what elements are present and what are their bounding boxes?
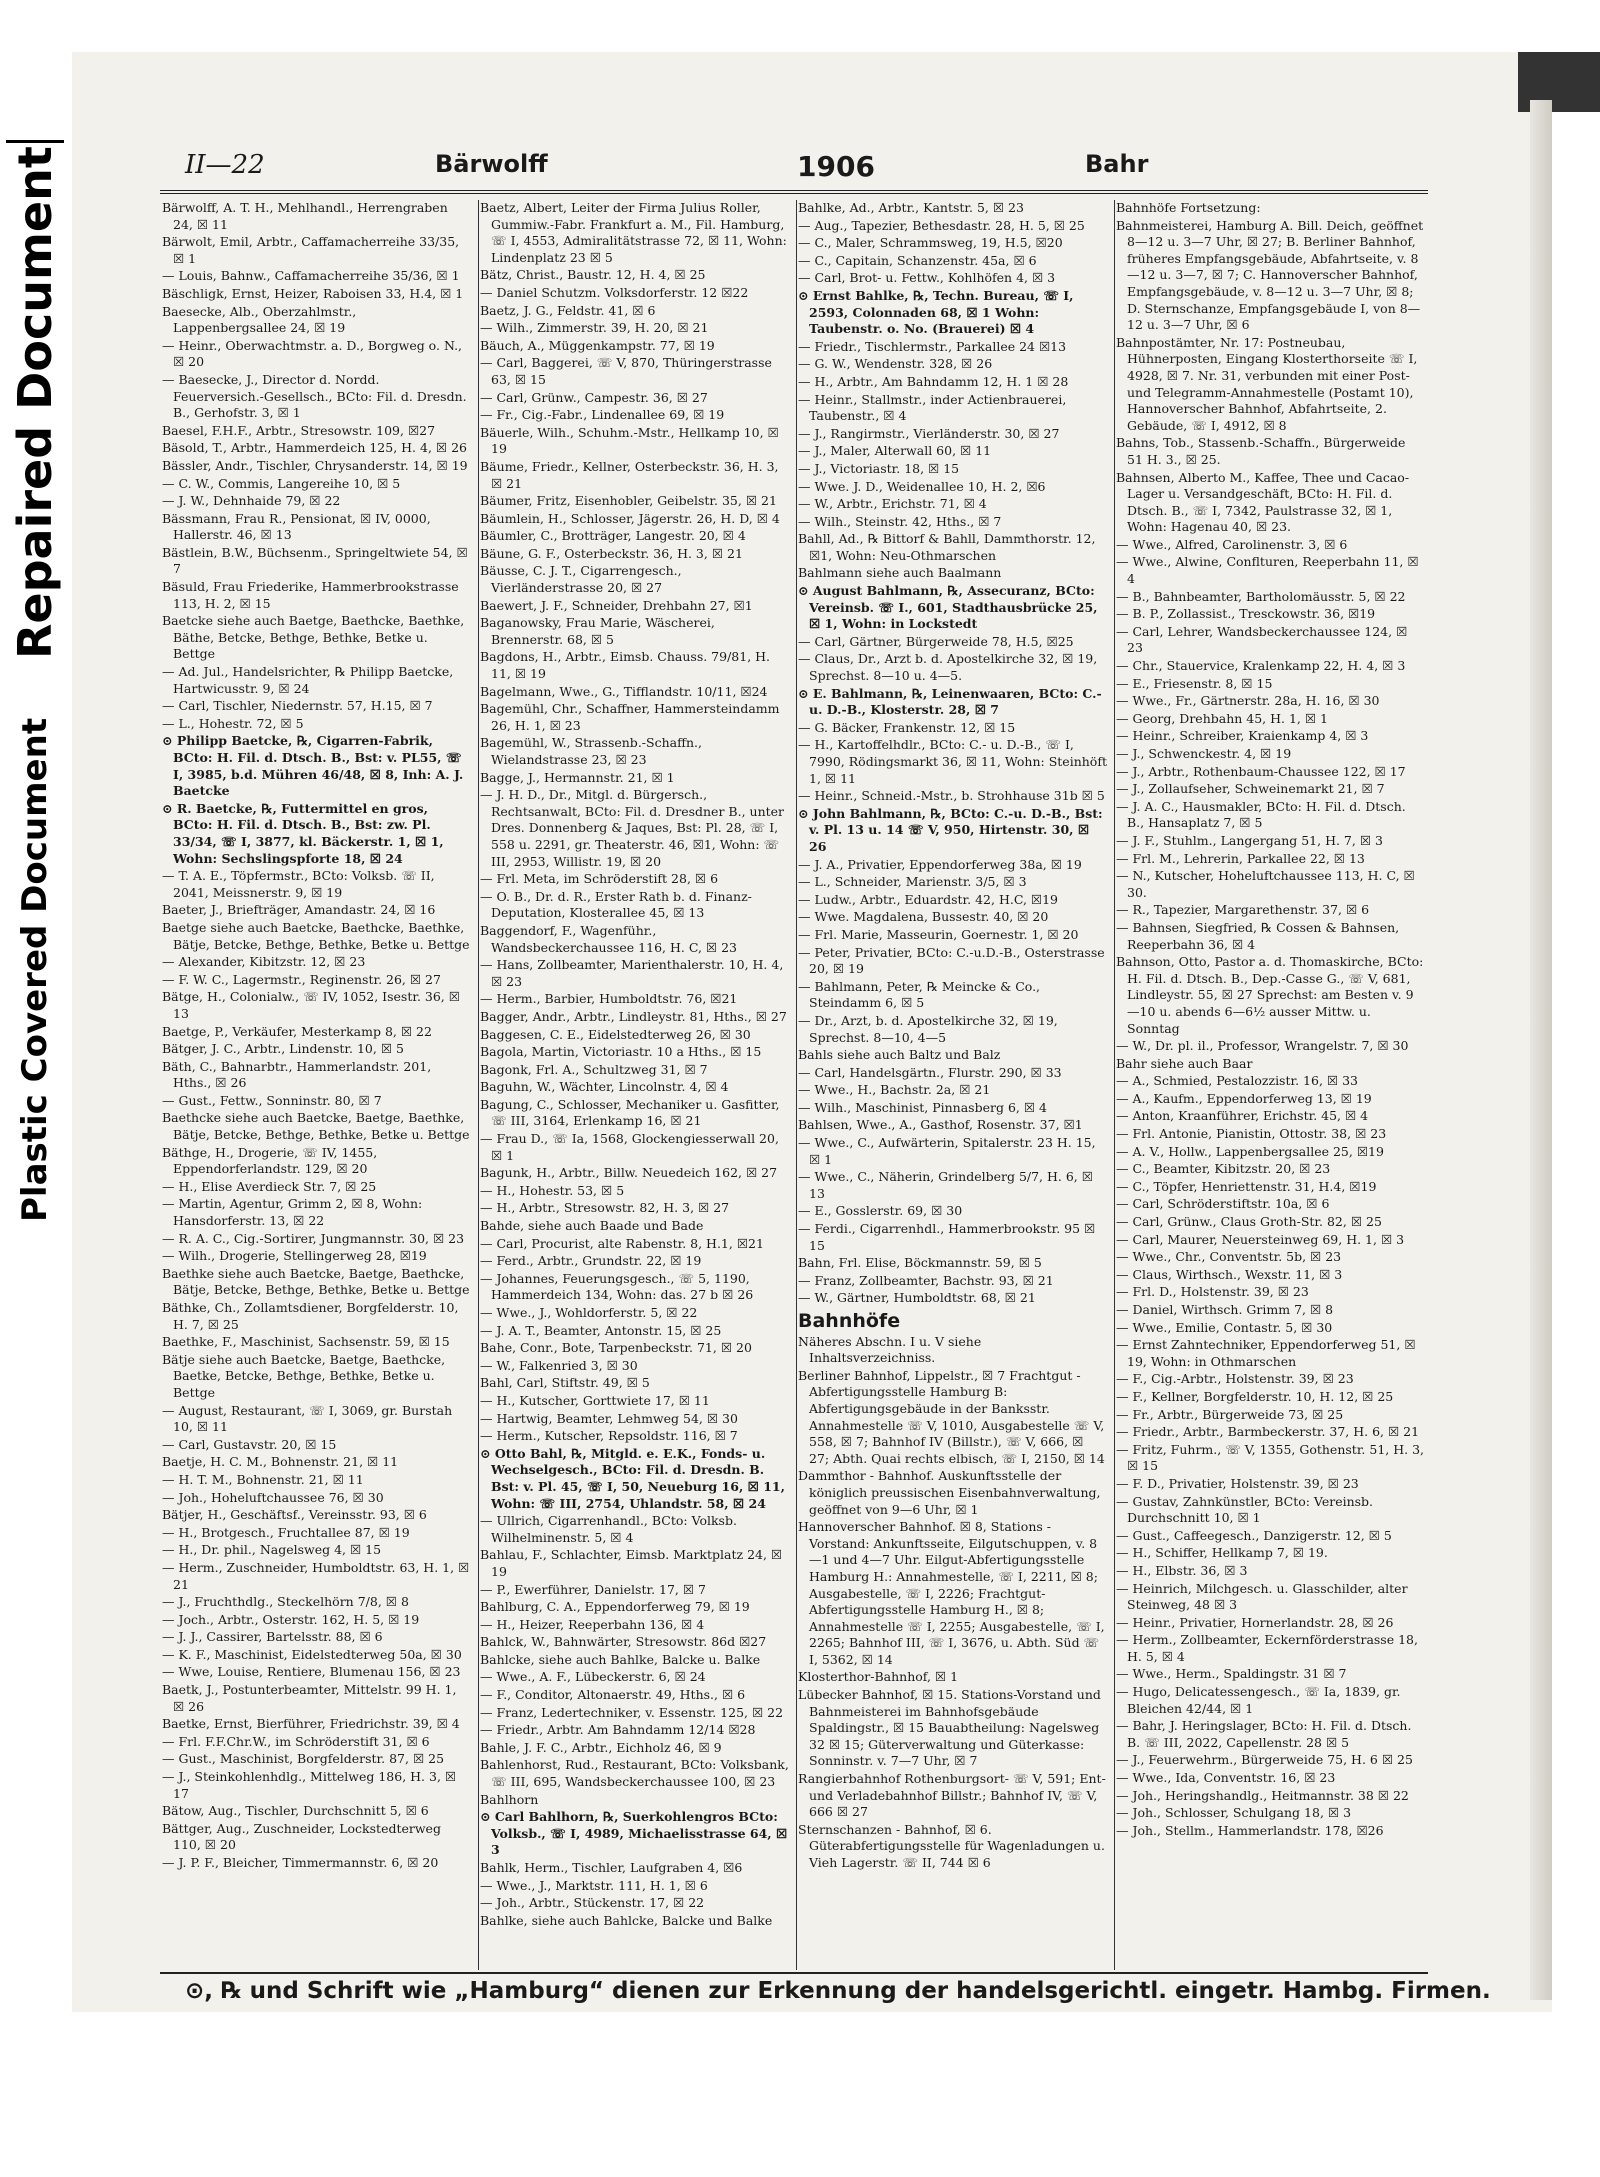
directory-entry: Baetk, J., Postunterbeamter, Mittelstr. 99 H. 1, ☒ 26 — [162, 1682, 457, 1714]
directory-entry: — Hans, Zollbeamter, Marienthalerstr. 10, H. 4, ☒ 23 — [480, 957, 784, 989]
directory-entry: Bätger, J. C., Arbtr., Lindenstr. 10, ☒ 5 — [162, 1041, 404, 1057]
directory-entry: — J., Schwenckestr. 4, ☒ 19 — [1116, 746, 1292, 761]
directory-entry: ⊙ Otto Bahl, ℞, Mitgld. e. E.K., Fonds- u. Wechselgesch., BCto: Fil. d. Dresdn. B. Bst: v. Pl. 45, ☏ I, 50, Neueburg 16, ☒ 11, Wohn: ☏ III, 2754, Uhlandstr. 58, ☒ 24 — [480, 1445, 785, 1511]
directory-entry: Baetje, H. C. M., Bohnenstr. 21, ☒ 11 — [162, 1454, 399, 1470]
directory-entry: — J. P. F., Bleicher, Timmermannstr. 6, ☒ 20 — [162, 1855, 439, 1870]
directory-entry: — E., Friesenstr. 8, ☒ 15 — [1116, 675, 1273, 691]
directory-entry: Berliner Bahnhof, Lippelstr., ☒ 7 Frachtgut - Abfertigungsstelle Hamburg B: Abfertigungsgebäude in der Banksstr. Annahmestelle ☏ V, 1010, Ausgabestelle ☏ V, 558, ☒ 7; Bahnhof IV (Billstr.), ☏ V, 666, ☒ 27; Abth. Quai rechts elbisch, ☏ I, 2150, ☒ 14 — [798, 1367, 1105, 1466]
directory-entry: Bahle, J. F. C., Arbtr., Eichholz 46, ☒ 9 — [480, 1739, 722, 1755]
directory-entry: — C., Beamter, Kibitzstr. 20, ☒ 23 — [1116, 1161, 1331, 1177]
directory-entry: — Heinrich, Milchgesch. u. Glasschilder, alter Steinweg, 48 ☒ 3 — [1116, 1580, 1408, 1613]
page-edge — [1530, 100, 1552, 2000]
directory-entry: — H., Kutscher, Gorttwiete 17, ☒ 11 — [480, 1392, 710, 1408]
directory-entry: — Baesecke, J., Director d. Nordd. Feuerversich.-Gesellsch., BCto: Fil. d. Dresdn. B., Gerhofstr. 3, ☒ 1 — [162, 371, 467, 421]
directory-entry: — H., Elbstr. 36, ☒ 3 — [1116, 1562, 1248, 1578]
directory-entry: — Bahnsen, Siegfried, ℞ Cossen & Bahnsen, Reeperbahn 36, ☒ 4 — [1116, 919, 1400, 952]
directory-entry: Bahlke, Ad., Arbtr., Kantstr. 5, ☒ 23 — [798, 200, 1024, 215]
directory-entry: — Carl, Baggerei, ☏ V, 870, Thüringerstrasse 63, ☒ 15 — [480, 355, 772, 387]
directory-entry: Bahlenhorst, Rud., Restaurant, BCto: Volksbank, ☏ III, 695, Wandsbeckerchaussee 100, ☒ 23 — [480, 1757, 789, 1790]
directory-entry: — Gust., Caffeegesch., Danzigerstr. 12, ☒ 5 — [1116, 1527, 1392, 1543]
directory-entry: — Daniel, Wirthsch. Grimm 7, ☒ 8 — [1116, 1302, 1334, 1317]
directory-entry: — T. A. E., Töpfermstr., BCto: Volksb. ☏ II, 2041, Meissnerstr. 9, ☒ 19 — [162, 868, 435, 900]
directory-entry: — J. J., Cassirer, Bartelsstr. 88, ☒ 6 — [162, 1629, 383, 1645]
directory-entry: — Heinr., Stallmstr., inder Actienbrauerei, Taubenstr., ☒ 4 — [798, 391, 1067, 424]
footer-rule — [160, 1972, 1428, 1974]
directory-entry: Baethke siehe auch Baetcke, Baetge, Baethcke, Bätje, Betcke, Bethge, Bethke, Betke u. Bettge — [162, 1265, 470, 1298]
directory-entry: Dammthor - Bahnhof. Auskunftsstelle der königlich preussischen Eisenbahnverwaltung, geöffnet von 9—6 Uhr, ☒ 1 — [798, 1468, 1101, 1517]
directory-entry: Bahlk, Herm., Tischler, Laufgraben 4, ☒6 — [480, 1860, 743, 1875]
directory-entry: Bagdons, H., Arbtr., Eimsb. Chauss. 79/81, H. 11, ☒ 19 — [480, 649, 771, 682]
directory-entry: — Joch., Arbtr., Osterstr. 162, H. 5, ☒ 19 — [162, 1611, 420, 1627]
directory-entry: Bahnson, Otto, Pastor a. d. Thomaskirche, BCto: H. Fil. d. Dtsch. B., Dep.-Casse G., ☏ V, 681, Lindleystr. 55, ☒ 27 Sprechst: am Besten v. 9—10 u. abends 6—6½ ausser Mittw. u. Sonntag — [1116, 954, 1424, 1036]
directory-entry: Baetz, J. G., Feldstr. 41, ☒ 6 — [480, 302, 656, 318]
directory-columns — [160, 200, 1428, 1968]
directory-entry: — C., Capitain, Schanzenstr. 45a, ☒ 6 — [798, 252, 1037, 268]
directory-entry: Näheres Abschn. I u. V siehe Inhaltsverzeichniss. — [798, 1333, 982, 1366]
directory-entry: — Peter, Privatier, BCto: C.-u.D.-B., Osterstrasse 20, ☒ 19 — [798, 944, 1105, 977]
directory-entry: — W., Falkenried 3, ☒ 30 — [480, 1357, 638, 1373]
directory-entry: — Gust., Fettw., Sonninstr. 80, ☒ 7 — [162, 1092, 382, 1108]
directory-entry: — J., Fruchthdlg., Steckelhörn 7/8, ☒ 8 — [162, 1594, 409, 1610]
directory-entry: — Ferd., Arbtr., Grundstr. 22, ☒ 19 — [480, 1253, 702, 1269]
directory-entry: — W., Dr. pl. il., Professor, Wrangelstr. 7, ☒ 30 — [1116, 1038, 1409, 1054]
year: 1906 — [797, 150, 875, 183]
directory-entry: — Wwe., Herm., Spaldingstr. 31 ☒ 7 — [1116, 1666, 1347, 1682]
directory-entry: Baganowsky, Frau Marie, Wäscherei, Brennerstr. 68, ☒ 5 — [480, 615, 715, 647]
directory-entry: — Heinr., Schreiber, Kraienkamp 4, ☒ 3 — [1116, 728, 1369, 744]
directory-entry: ⊙ Carl Bahlhorn, ℞, Suerkohlengros BCto: Volksb., ☏ I, 4989, Michaelisstrasse 64, ☒ 3 — [480, 1809, 788, 1858]
directory-entry: — J. A., Privatier, Eppendorferweg 38a, ☒ 19 — [798, 856, 1082, 872]
directory-entry: Bahlhorn — [480, 1791, 539, 1807]
directory-entry: Bahll, Ad., ℞ Bittorf & Bahll, Dammthorstr. 12, ☒1, Wohn: Neu-Othmarschen — [798, 531, 1096, 563]
directory-entry: Bahl, Carl, Stiftstr. 49, ☒ 5 — [480, 1375, 650, 1391]
directory-entry: Bäschligk, Ernst, Heizer, Raboisen 33, H.4, ☒ 1 — [162, 285, 464, 301]
directory-entry: — Wwe. J. D., Weidenallee 10, H. 2, ☒6 — [798, 478, 1046, 494]
directory-entry: — Wwe., Chr., Conventstr. 5b, ☒ 23 — [1116, 1249, 1342, 1265]
directory-entry: Bättger, Aug., Zuschneider, Lockstedterweg 110, ☒ 20 — [162, 1820, 441, 1853]
directory-entry: — Aug., Tapezier, Bethesdastr. 28, H. 5, ☒ 25 — [798, 217, 1085, 233]
directory-entry: — Friedr., Arbtr., Barmbeckerstr. 37, H. 6, ☒ 21 — [1116, 1424, 1420, 1440]
directory-entry: — August, Restaurant, ☏ I, 3069, gr. Burstah 10, ☒ 11 — [162, 1402, 453, 1435]
directory-entry: — G. W., Wendenstr. 328, ☒ 26 — [798, 356, 993, 372]
directory-entry: — Friedr., Tischlermstr., Parkallee 24 ☒13 — [798, 338, 1067, 354]
directory-entry: — Fr., Arbtr., Bürgerweide 73, ☒ 25 — [1116, 1406, 1344, 1422]
directory-entry: — C. W., Commis, Langereihe 10, ☒ 5 — [162, 475, 401, 491]
directory-entry: — F. D., Privatier, Holstenstr. 39, ☒ 23 — [1116, 1475, 1359, 1491]
directory-entry: Baetge, P., Verkäufer, Mesterkamp 8, ☒ 22 — [162, 1023, 432, 1039]
directory-entry: — Ullrich, Cigarrenhandl., BCto: Volksb. Wilhelminenstr. 5, ☒ 4 — [480, 1513, 737, 1545]
directory-entry: — Wwe., J., Wohldorferstr. 5, ☒ 22 — [480, 1305, 698, 1320]
directory-entry: — Frl. F.F.Chr.W., im Schröderstift 31, ☒ 6 — [162, 1733, 430, 1749]
directory-entry: Bärwolt, Emil, Arbtr., Caffamacherreihe 33/35, ☒ 1 — [162, 234, 460, 266]
directory-entry: — F., Cig.-Arbtr., Holstenstr. 39, ☒ 23 — [1116, 1371, 1354, 1387]
directory-entry: — H., Elise Averdieck Str. 7, ☒ 25 — [162, 1178, 377, 1194]
directory-entry: — Wwe., Ida, Conventstr. 16, ☒ 23 — [1116, 1770, 1336, 1786]
directory-entry: Bässler, Andr., Tischler, Chrysanderstr. 14, ☒ 19 — [162, 457, 468, 473]
directory-entry: Bäumer, Fritz, Eisenhobler, Geibelstr. 35, ☒ 21 — [480, 493, 777, 509]
directory-entry: Baetcke siehe auch Baetge, Baethcke, Baethke, Bäthe, Betcke, Bethge, Bethke, Betke u. Bettge — [162, 613, 465, 662]
directory-entry: — Chr., Stauervice, Kralenkamp 22, H. 4, ☒ 3 — [1116, 658, 1406, 674]
directory-entry: — C., Töpfer, Henriettenstr. 31, H.4, ☒19 — [1116, 1178, 1377, 1194]
directory-entry: — Joh., Heringshandlg., Heitmannstr. 38 ☒ 22 — [1116, 1787, 1409, 1803]
directory-entry: Bahe, Conr., Bote, Tarpenbeckstr. 71, ☒ 20 — [480, 1340, 752, 1356]
directory-entry: — Carl, Handelsgärtn., Flurstr. 290, ☒ 33 — [798, 1064, 1062, 1080]
directory-entry: ⊙ Philipp Baetcke, ℞, Cigarren-Fabrik, BCto: H. Fil. d. Dtsch. B., Bst: v. PL55, ☏ I, 3985, b.d. Mühren 46/48, ☒ 8, Inh: A. J. Baetcke — [162, 733, 464, 799]
directory-entry: — F., Conditor, Altonaerstr. 49, Hths., ☒ 6 — [480, 1687, 746, 1703]
directory-entry: — Herm., Zuschneider, Humboldtstr. 63, H. 1, ☒ 21 — [162, 1559, 470, 1592]
directory-entry: — Joh., Stellm., Hammerlandstr. 178, ☒26 — [1116, 1822, 1384, 1838]
directory-entry: — H., Schiffer, Hellkamp 7, ☒ 19. — [1116, 1545, 1328, 1561]
directory-entry: — A. V., Hollw., Lappenbergsallee 25, ☒19 — [1116, 1143, 1384, 1159]
directory-entry: — Bahlmann, Peter, ℞ Meincke & Co., Steindamm 6, ☒ 5 — [798, 978, 1041, 1011]
column-1 — [162, 200, 471, 1968]
column-2 — [480, 200, 789, 1968]
directory-entry: — Hugo, Delicatessengesch., ☏ Ia, 1839, gr. Bleichen 42/44, ☒ 1 — [1116, 1684, 1401, 1716]
directory-entry: Lübecker Bahnhof, ☒ 15. Stations-Vorstand und Bahnmeisterei im Bahnhofsgebäude Spaldingstr., ☒ 15 Bauabtheilung: Nagelsweg 32 ☒ 15; Güterverwaltung und Güterkasse: Sonninstr. v. 7—7 Uhr, ☒ 7 — [798, 1687, 1101, 1769]
directory-entry: — Wwe. Magdalena, Bussestr. 40, ☒ 20 — [798, 909, 1049, 925]
directory-entry: ⊙ John Bahlmann, ℞, BCto: C.-u. D.-B., Bst: v. Pl. 13 u. 14 ☏ V, 950, Hirtenstr. 30, ☒ 26 — [798, 805, 1103, 854]
directory-entry: Baetz, Albert, Leiter der Firma Julius Roller, Gummiw.-Fabr. Frankfurt a. M., Fil. Hamburg, ☏ I, 4553, Admiralitätstrasse 72, ☒ 11, Wohn: Lindenplatz 23 ☒ 5 — [480, 200, 787, 265]
directory-entry: — Joh., Schlosser, Schulgang 18, ☒ 3 — [1116, 1805, 1352, 1821]
directory-entry: Bagola, Martin, Victoriastr. 10 a Hths., ☒ 15 — [480, 1044, 762, 1060]
directory-entry: — Wwe., A. F., Lübeckerstr. 6, ☒ 24 — [480, 1669, 706, 1685]
directory-entry: — Gust., Maschinist, Borgfelderstr. 87, ☒ 25 — [162, 1751, 445, 1767]
directory-entry: — E., Gosslerstr. 69, ☒ 30 — [798, 1203, 963, 1219]
directory-entry: — H., Dr. phil., Nagelsweg 4, ☒ 15 — [162, 1542, 382, 1558]
directory-entry: Bärwolff, A. T. H., Mehlhandl., Herrengraben 24, ☒ 11 — [162, 200, 448, 232]
directory-entry: Bahr siehe auch Baar — [1116, 1055, 1253, 1071]
directory-entry: Bahlck, W., Bahnwärter, Stresowstr. 86d ☒27 — [480, 1634, 767, 1650]
directory-entry: Bahlmann siehe auch Baalmann — [798, 565, 1002, 581]
first-headword: Bärwolff — [435, 150, 548, 178]
directory-entry: — Ernst Zahntechniker, Eppendorferweg 51, ☒ 19, Wohn: in Othmarschen — [1116, 1337, 1416, 1369]
directory-entry: Baewert, J. F., Schneider, Drehbahn 27, ☒1 — [480, 597, 753, 613]
directory-entry: — C., Maler, Schrammsweg, 19, H.5, ☒20 — [798, 235, 1063, 251]
directory-entry: Bätz, Christ., Baustr. 12, H. 4, ☒ 25 — [480, 267, 706, 283]
directory-entry: — F. W. C., Lagermstr., Reginenstr. 26, ☒ 27 — [162, 971, 441, 987]
directory-entry: Bagung, C., Schlosser, Mechaniker u. Gasfitter, ☏ III, 3164, Erlenkamp 16, ☒ 21 — [480, 1096, 780, 1129]
directory-entry: — Hartwig, Beamter, Lehmweg 54, ☒ 30 — [480, 1410, 738, 1426]
directory-entry: — Fritz, Fuhrm., ☏ V, 1355, Gothenstr. 51, H. 3, ☒ 15 — [1116, 1441, 1424, 1474]
directory-entry: Bäune, G. F., Osterbeckstr. 36, H. 3, ☒ 21 — [480, 545, 743, 561]
directory-entry: — Frl. Antonie, Pianistin, Ottostr. 38, ☒ 23 — [1116, 1126, 1387, 1142]
directory-entry: — Franz, Zollbeamter, Bachstr. 93, ☒ 21 — [798, 1272, 1054, 1288]
directory-entry: — Wilh., Steinstr. 42, Hths., ☒ 7 — [798, 513, 1002, 529]
directory-entry: — J., Steinkohlenhdlg., Mittelweg 186, H. 3, ☒ 17 — [162, 1769, 457, 1801]
directory-entry: Bäumlein, H., Schlosser, Jägerstr. 26, H. D, ☒ 4 — [480, 510, 780, 526]
directory-entry: — Heinr., Schneid.-Mstr., b. Strohhause 31b ☒ 5 — [798, 788, 1105, 804]
directory-entry: — Herm., Barbier, Humboldtstr. 76, ☒21 — [480, 991, 738, 1007]
directory-entry: — Claus, Wirthsch., Wexstr. 11, ☒ 3 — [1116, 1266, 1343, 1282]
directory-entry: — H., Hohestr. 53, ☒ 5 — [480, 1182, 625, 1198]
header-rule — [160, 190, 1428, 194]
directory-entry: Bahlke, siehe auch Bahlcke, Balcke und Balke — [480, 1912, 773, 1928]
directory-entry: — Ferdi., Cigarrenhdl., Hammerbrookstr. 95 ☒ 15 — [798, 1221, 1096, 1253]
directory-entry: Bahnhöfe Fortsetzung: — [1116, 200, 1261, 215]
directory-entry: Bagemühl, Chr., Schaffner, Hammersteindamm 26, H. 1, ☒ 23 — [480, 701, 780, 733]
directory-entry: Bätjer, H., Geschäftsf., Vereinsstr. 93, ☒ 6 — [162, 1507, 427, 1523]
directory-entry: Bäuch, A., Müggenkampstr. 77, ☒ 19 — [480, 337, 715, 353]
directory-entry: ⊙ August Bahlmann, ℞, Assecuranz, BCto: Vereinsb. ☏ I., 601, Stadthausbrücke 25, ☒ 1, Wohn: in Lockstedt — [798, 583, 1098, 632]
directory-entry: — P., Ewerführer, Danielstr. 17, ☒ 7 — [480, 1581, 707, 1597]
directory-entry: Bäumler, C., Brotträger, Langestr. 20, ☒ 4 — [480, 528, 746, 544]
directory-entry: Baethcke siehe auch Baetcke, Baetge, Baethke, Bätje, Betcke, Bethge, Bethke, Betke u. Bettge — [162, 1110, 470, 1143]
directory-entry: Baetke, Ernst, Bierführer, Friedrichstr. 39, ☒ 4 — [162, 1716, 460, 1732]
directory-entry: Bahlau, F., Schlachter, Eimsb. Marktplatz 24, ☒ 19 — [480, 1547, 783, 1579]
directory-entry: — H., Brotgesch., Fruchtallee 87, ☒ 19 — [162, 1524, 410, 1540]
directory-entry: Bagonk, Frl. A., Schultzweg 31, ☒ 7 — [480, 1061, 708, 1077]
directory-entry: — Daniel Schutzm. Volksdorferstr. 12 ☒22 — [480, 284, 749, 300]
column-4 — [1116, 200, 1425, 1968]
directory-entry: — J., Rangirmstr., Vierländerstr. 30, ☒ 27 — [798, 425, 1060, 441]
directory-entry: — Claus, Dr., Arzt b. d. Apostelkirche 32, ☒ 19, Sprechst. 8—10 u. 4—5. — [798, 651, 1098, 684]
directory-entry: Bahde, siehe auch Baade und Bade — [480, 1218, 704, 1234]
directory-entry: — Gustav, Zahnkünstler, BCto: Vereinsb. Durchschnitt 10, ☒ 1 — [1116, 1493, 1374, 1526]
directory-entry: — J. A. C., Hausmakler, BCto: H. Fil. d. Dtsch. B., Hansaplatz 7, ☒ 5 — [1116, 798, 1406, 831]
directory-entry: — Anton, Kraanführer, Erichstr. 45, ☒ 4 — [1116, 1108, 1369, 1124]
directory-entry: — Wwe, Louise, Rentiere, Blumenau 156, ☒ 23 — [162, 1664, 461, 1680]
directory-entry: — Herm., Zollbeamter, Eckernförderstrasse 18, H. 5, ☒ 4 — [1116, 1632, 1418, 1664]
directory-entry: Bäsuld, Frau Friederike, Hammerbrookstrasse 113, H. 2, ☒ 15 — [162, 579, 459, 611]
directory-entry: — Carl, Procurist, alte Rabenstr. 8, H.1, ☒21 — [480, 1235, 764, 1251]
plastic-covered-label: Plastic Covered Document — [15, 717, 55, 1223]
directory-entry: ⊙ R. Baetcke, ℞, Futtermittel en gros, BCto: H. Fil. d. Dtsch. B., Bst: zw. Pl. 33/34, ☏ I, 3877, kl. Bäckerstr. 1, ☒ 1, Wohn: Sechslingspforte 18, ☒ 24 — [162, 800, 444, 866]
directory-entry: Bäusse, C. J. T., Cigarrengesch., Vierländerstrasse 20, ☒ 27 — [480, 563, 682, 596]
directory-entry: Bahls siehe auch Baltz und Balz — [798, 1047, 1001, 1063]
directory-entry: — Frau D., ☏ Ia, 1568, Glockengiesserwall 20, ☒ 1 — [480, 1131, 779, 1163]
directory-entry: — Frl. Marie, Masseurin, Goernestr. 1, ☒ 20 — [798, 926, 1079, 942]
directory-entry: — Heinr., Privatier, Hornerlandstr. 28, ☒ 26 — [1116, 1614, 1394, 1630]
directory-entry: Bahns, Tob., Stassenb.-Schaffn., Bürgerweide 51 H. 3., ☒ 25. — [1116, 435, 1406, 467]
directory-entry: Bagelmann, Wwe., G., Tifflandstr. 10/11, ☒24 — [480, 683, 768, 699]
directory-entry: — J., Maler, Alterwall 60, ☒ 11 — [798, 443, 992, 459]
page-header — [185, 150, 1425, 194]
directory-entry: — Wwe., Fr., Gärtnerstr. 28a, H. 16, ☒ 30 — [1116, 693, 1380, 709]
directory-entry: — Wilh., Drogerie, Stellingerweg 28, ☒19 — [162, 1248, 427, 1264]
column-3 — [798, 200, 1107, 1968]
directory-entry: — H., Arbtr., Stresowstr. 82, H. 3, ☒ 27 — [480, 1200, 730, 1216]
directory-entry: — H. T. M., Bohnenstr. 21, ☒ 11 — [162, 1471, 364, 1487]
directory-entry: Bätje siehe auch Baetcke, Baetge, Baethcke, Baetke, Betcke, Bethge, Bethke, Betke u. Bettge — [162, 1351, 446, 1400]
directory-entry: — Alexander, Kibitzstr. 12, ☒ 23 — [162, 954, 366, 970]
directory-entry: — Wwe., H., Bachstr. 2a, ☒ 21 — [798, 1082, 991, 1098]
directory-entry: — Friedr., Arbtr. Am Bahndamm 12/14 ☒28 — [480, 1722, 756, 1738]
page-number: II—22 — [185, 150, 265, 180]
directory-entry: Bahnsen, Alberto M., Kaffee, Thee und Cacao-Lager u. Versandgeschäft, BCto: H. Fil. d. Dtsch. B., ☏ I, 7342, Paulstrasse 32, ☒ 1, Wohn: Hagenau 40, ☒ 23. — [1116, 469, 1410, 535]
repaired-document-label: Repaired Document — [6, 140, 64, 663]
directory-entry: — Ad. Jul., Handelsrichter, ℞ Philipp Baetcke, Hartwicusstr. 9, ☒ 24 — [162, 664, 454, 696]
directory-entry: — Frl. Meta, im Schröderstift 28, ☒ 6 — [480, 871, 719, 887]
directory-entry: — Fr., Cig.-Fabr., Lindenallee 69, ☒ 19 — [480, 407, 725, 423]
directory-entry: — W., Gärtner, Humboldtstr. 68, ☒ 21 — [798, 1290, 1036, 1306]
directory-entry: — Wilh., Zimmerstr. 39, H. 20, ☒ 21 — [480, 320, 709, 336]
directory-entry: — O. B., Dr. d. R., Erster Rath b. d. Finanz-Deputation, Klosterallee 45, ☒ 13 — [480, 888, 752, 921]
directory-entry: — Herm., Kutscher, Repsoldstr. 116, ☒ 7 — [480, 1428, 738, 1444]
directory-entry: — H., Arbtr., Am Bahndamm 12, H. 1 ☒ 28 — [798, 373, 1069, 389]
directory-entry: — R. A. C., Cig.-Sortirer, Jungmannstr. 30, ☒ 23 — [162, 1230, 465, 1246]
directory-entry: — Bahr, J. Heringslager, BCto: H. Fil. d. Dtsch. B. ☏ III, 2022, Capellenstr. 28 ☒ 5 — [1116, 1718, 1412, 1750]
directory-entry: Bätow, Aug., Tischler, Durchschnitt 5, ☒ 6 — [162, 1803, 429, 1819]
directory-entry: — Carl, Tischler, Niedernstr. 57, H.15, ☒ 7 — [162, 698, 433, 714]
directory-entry: — Martin, Agentur, Grimm 2, ☒ 8, Wohn: Hansdorferstr. 13, ☒ 22 — [162, 1196, 423, 1229]
directory-entry: — Wwe., Alfred, Carolinenstr. 3, ☒ 6 — [1116, 536, 1348, 552]
directory-entry: Bahlburg, C. A., Eppendorferweg 79, ☒ 19 — [480, 1599, 750, 1615]
directory-entry: Bäume, Friedr., Kellner, Osterbeckstr. 36, H. 3, ☒ 21 — [480, 458, 779, 491]
directory-entry: — J. A. T., Beamter, Antonstr. 15, ☒ 25 — [480, 1322, 722, 1338]
directory-entry: — Franz, Ledertechniker, v. Essenstr. 125, ☒ 22 — [480, 1704, 784, 1720]
directory-entry: Bässmann, Frau R., Pensionat, ☒ IV, 0000, Hallerstr. 46, ☒ 13 — [162, 510, 431, 543]
directory-entry: — A., Schmied, Pestalozzistr. 16, ☒ 33 — [1116, 1073, 1358, 1089]
directory-entry: Bäuerle, Wilh., Schuhm.-Mstr., Hellkamp 10, ☒ 19 — [480, 424, 779, 457]
directory-entry: Hannoverscher Bahnhof. ☒ 8, Stations - Vorstand: Ankunftsseite, Eilgutschuppen, v. 8—1 und 4—7 Uhr. Eilgut-Abfertigungsstelle Hamburg H.: Annahmestelle, ☏ I, 2211, ☒ 8; Ausgabestelle, ☏ I, 2226; Frachtgut-Abfertigungsstelle Hamburg H., ☒ 8; Annahmestelle ☏ I, 2255; Ausgabestelle, ☏ I, 2265; Bahnhof III, ☏ I, 3676, u. Abth. Süd ☏ I, 5362, ☒ 14 — [798, 1519, 1105, 1667]
directory-entry: — Carl, Schröderstiftstr. 10a, ☒ 6 — [1116, 1196, 1330, 1212]
directory-entry: Bahlsen, Wwe., A., Gasthof, Rosenstr. 37, ☒1 — [798, 1117, 1083, 1133]
directory-entry: — A., Kaufm., Eppendorferweg 13, ☒ 19 — [1116, 1090, 1372, 1106]
directory-entry: — J. F., Stuhlm., Langergang 51, H. 7, ☒ 3 — [1116, 832, 1383, 848]
directory-entry: — Dr., Arzt, b. d. Apostelkirche 32, ☒ 19, Sprechst. 8—10, 4—5 — [798, 1012, 1058, 1045]
directory-entry: — W., Arbtr., Erichstr. 71, ☒ 4 — [798, 496, 987, 512]
footer-note: ⊙, ℞ und Schrift wie „Hamburg“ dienen zur Erkennung der handelsgerichtl. eingetr. Hambg. Firmen. — [185, 1978, 1491, 2004]
directory-entry: — Louis, Bahnw., Caffamacherreihe 35/36, ☒ 1 — [162, 268, 460, 284]
directory-entry: — G. Bäcker, Frankenstr. 12, ☒ 15 — [798, 719, 1016, 735]
directory-entry: — K. F., Maschinist, Eidelstedterweg 50a, ☒ 30 — [162, 1646, 462, 1662]
directory-entry: ⊙ Ernst Bahlke, ℞, Techn. Bureau, ☏ I, 2593, Colonnaden 68, ☒ 1 Wohn: Taubenstr. o. No. (Brauerei) ☒ 4 — [798, 287, 1074, 337]
directory-entry: Bäthke, Ch., Zollamtsdiener, Borgfelderstr. 10, H. 7, ☒ 25 — [162, 1300, 459, 1332]
directory-entry: — Carl, Brot- u. Fettw., Kohlhöfen 4, ☒ 3 — [798, 270, 1056, 286]
directory-entry: Bagger, Andr., Arbtr., Lindleystr. 81, Hths., ☒ 27 — [480, 1008, 787, 1024]
directory-entry: Baeter, J., Briefträger, Amandastr. 24, ☒ 16 — [162, 902, 436, 918]
directory-entry: Bäsold, T., Arbtr., Hammerdeich 125, H. 4, ☒ 26 — [162, 440, 467, 456]
directory-entry: — L., Hohestr. 72, ☒ 5 — [162, 715, 304, 731]
directory-entry: — H., Kartoffelhdlr., BCto: C.- u. D.-B., ☏ I, 7990, Rödingsmarkt 36, ☒ 11, Wohn: Steinhöft 1, ☒ 11 — [798, 737, 1107, 786]
directory-entry: — Heinr., Oberwachtmstr. a. D., Borgweg o. N., ☒ 20 — [162, 337, 463, 370]
directory-entry: — Ludw., Arbtr., Eduardstr. 42, H.C, ☒19 — [798, 891, 1059, 907]
directory-entry: Bagemühl, W., Strassenb.-Schaffn., Wielandstrasse 23, ☒ 23 — [480, 735, 702, 767]
directory-entry: Baetge siehe auch Baetcke, Baethcke, Baethke, Bätje, Betcke, Bethge, Bethke, Betke u. Bettge — [162, 919, 470, 952]
directory-entry: — B. P., Zollassist., Tresckowstr. 36, ☒19 — [1116, 606, 1376, 622]
directory-entry: — J. H. D., Dr., Mitgl. d. Bürgersch., Rechtsanwalt, BCto: Fil. d. Dresdner B., unter Dres. Donnenberg & Jaques, Bst: Pl. 28, ☏ I, 558 u. 2291, gr. Theaterstr. 46, ☒1, Wohn: ☏ III, 2953, Willistr. 19, ☒ 20 — [480, 787, 785, 869]
directory-entry: Bätge, H., Colonialw., ☏ IV, 1052, Isestr. 36, ☒ 13 — [162, 989, 460, 1021]
directory-entry: Bahnpostämter, Nr. 17: Postneubau, Hühnerposten, Eingang Klosterthorseite ☏ I, 4928, ☒ 7. Nr. 31, verbunden mit einer Post- und Telegramm-Annahmestelle (Postamt 10), Hannoverscher Bahnhof, Abfahrtseite, 2. Gebäude, ☏ I, 4912, ☒ 8 — [1116, 334, 1418, 433]
directory-entry: Rangierbahnhof Rothenburgsort- ☏ V, 591; Ent- und Verladebahnhof Billstr.; Bahnhof IV, ☏ V, 666 ☒ 27 — [798, 1771, 1106, 1820]
directory-entry: — Carl, Grünw., Campestr. 36, ☒ 27 — [480, 389, 708, 405]
directory-entry: — J., Arbtr., Rothenbaum-Chaussee 122, ☒ 17 — [1116, 763, 1406, 779]
directory-entry: Bagge, J., Hermannstr. 21, ☒ 1 — [480, 769, 675, 785]
directory-entry: — Wwe., C., Näherin, Grindelberg 5/7, H. 6, ☒ 13 — [798, 1169, 1093, 1201]
directory-entry: — F., Kellner, Borgfelderstr. 10, H. 12, ☒ 25 — [1116, 1388, 1394, 1404]
directory-entry: ⊙ E. Bahlmann, ℞, Leinenwaaren, BCto: C.-u. D.-B., Klosterstr. 28, ☒ 7 — [798, 685, 1102, 718]
directory-entry: — J., Feuerwehrm., Bürgerweide 75, H. 6 ☒ 25 — [1116, 1752, 1413, 1768]
directory-entry: — Georg, Drehbahn 45, H. 1, ☒ 1 — [1116, 710, 1329, 726]
directory-entry: Baggesen, C. E., Eidelstedterweg 26, ☒ 30 — [480, 1026, 751, 1042]
directory-entry: — J., Zollaufseher, Schweinemarkt 21, ☒ 7 — [1116, 781, 1385, 797]
directory-entry: Bahlcke, siehe auch Bahlke, Balcke u. Balke — [480, 1651, 761, 1667]
directory-entry: Baguhn, W., Wächter, Lincolnstr. 4, ☒ 4 — [480, 1079, 729, 1095]
directory-entry: — B., Bahnbeamter, Bartholomäusstr. 5, ☒ 22 — [1116, 588, 1406, 604]
directory-entry: — J. W., Dehnhaide 79, ☒ 22 — [162, 493, 341, 509]
directory-entry: — Wwe., J., Marktstr. 111, H. 1, ☒ 6 — [480, 1877, 708, 1893]
directory-entry: — H., Heizer, Reeperbahn 136, ☒ 4 — [480, 1616, 705, 1632]
directory-entry: Bäth, C., Bahnarbtr., Hammerlandstr. 201, Hths., ☒ 26 — [162, 1058, 432, 1091]
directory-entry: Sternschanzen - Bahnhof, ☒ 6. Güterabfertigungsstelle für Wagenladungen u. Vieh Lagerstr. ☏ II, 744 ☒ 6 — [798, 1821, 1105, 1870]
directory-entry: — Johannes, Feuerungsgesch., ☏ 5, 1190, Hammerdeich 134, Wohn: das. 27 b ☒ 26 — [480, 1270, 754, 1303]
directory-entry: — Carl, Gustavstr. 20, ☒ 15 — [162, 1436, 337, 1452]
directory-entry: Bäthge, H., Drogerie, ☏ IV, 1455, Eppendorferlandstr. 129, ☒ 20 — [162, 1144, 378, 1177]
directory-entry: — N., Kutscher, Hoheluftchaussee 113, H. C, ☒ 30. — [1116, 868, 1415, 900]
directory-entry: — R., Tapezier, Margarethenstr. 37, ☒ 6 — [1116, 902, 1370, 918]
directory-entry: Klosterthor-Bahnhof, ☒ 1 — [798, 1669, 959, 1685]
directory-entry: Baesecke, Alb., Oberzahlmstr., Lappenbergsallee 24, ☒ 19 — [162, 303, 357, 336]
directory-entry: — Joh., Hoheluftchaussee 76, ☒ 30 — [162, 1489, 384, 1505]
directory-entry: — Wwe., Emilie, Contastr. 5, ☒ 30 — [1116, 1319, 1333, 1335]
directory-entry: — Frl. D., Holstenstr. 39, ☒ 23 — [1116, 1284, 1309, 1300]
directory-entry: — Carl, Gärtner, Bürgerweide 78, H.5, ☒25 — [798, 633, 1074, 649]
directory-entry: — Carl, Lehrer, Wandsbeckerchaussee 124, ☒ 23 — [1116, 623, 1408, 656]
directory-entry: Baggendorf, F., Wagenführ., Wandsbeckerchaussee 116, H. C, ☒ 23 — [480, 922, 737, 955]
directory-entry: — Wwe., C., Aufwärterin, Spitalerstr. 23 H. 15, ☒ 1 — [798, 1135, 1096, 1167]
directory-entry: Bagunk, H., Arbtr., Billw. Neuedeich 162, ☒ 27 — [480, 1165, 778, 1181]
directory-entry: — Wilh., Maschinist, Pinnasberg 6, ☒ 4 — [798, 1099, 1047, 1115]
directory-entry: — L., Schneider, Marienstr. 3/5, ☒ 3 — [798, 874, 1027, 890]
directory-entry: — Wwe., Alwine, Conflturen, Reeperbahn 11, ☒ 4 — [1116, 554, 1419, 587]
directory-entry: Baesel, F.H.F., Arbtr., Stresowstr. 109, ☒27 — [162, 422, 436, 438]
section-heading: Bahnhöfe — [798, 1310, 901, 1332]
directory-entry: — Joh., Arbtr., Stückenstr. 17, ☒ 22 — [480, 1895, 705, 1911]
last-headword: Bahr — [1085, 150, 1149, 178]
directory-entry: Baethke, F., Maschinist, Sachsenstr. 59, ☒ 15 — [162, 1334, 450, 1350]
directory-entry: — Frl. M., Lehrerin, Parkallee 22, ☒ 13 — [1116, 850, 1365, 866]
directory-entry: Bästlein, B.W., Büchsenm., Springeltwiete 54, ☒ 7 — [162, 544, 468, 577]
directory-entry: — Carl, Grünw., Claus Groth-Str. 82, ☒ 25 — [1116, 1214, 1382, 1230]
directory-entry: Bahnmeisterei, Hamburg A. Bill. Deich, geöffnet 8—12 u. 3—7 Uhr, ☒ 27; B. Berliner Bahnhof, früheres Empfangsgebäude, Abfahrtseite, v. 8—12 u. 3—7, ☒ 7; C. Hannoverscher Bahnhof, Empfangsgebäude, v. 8—12 u. 3—7 Uhr, ☒ 8; D. Sternschanze, Empfangsgebäude I, von 8—12 u. 3—7 Uhr, ☒ 6 — [1116, 217, 1424, 333]
directory-entry: — Carl, Maurer, Neuersteinweg 69, H. 1, ☒ 3 — [1116, 1231, 1405, 1247]
directory-entry: — J., Victoriastr. 18, ☒ 15 — [798, 460, 960, 476]
directory-entry: Bahn, Frl. Elise, Böckmannstr. 59, ☒ 5 — [798, 1255, 1042, 1271]
